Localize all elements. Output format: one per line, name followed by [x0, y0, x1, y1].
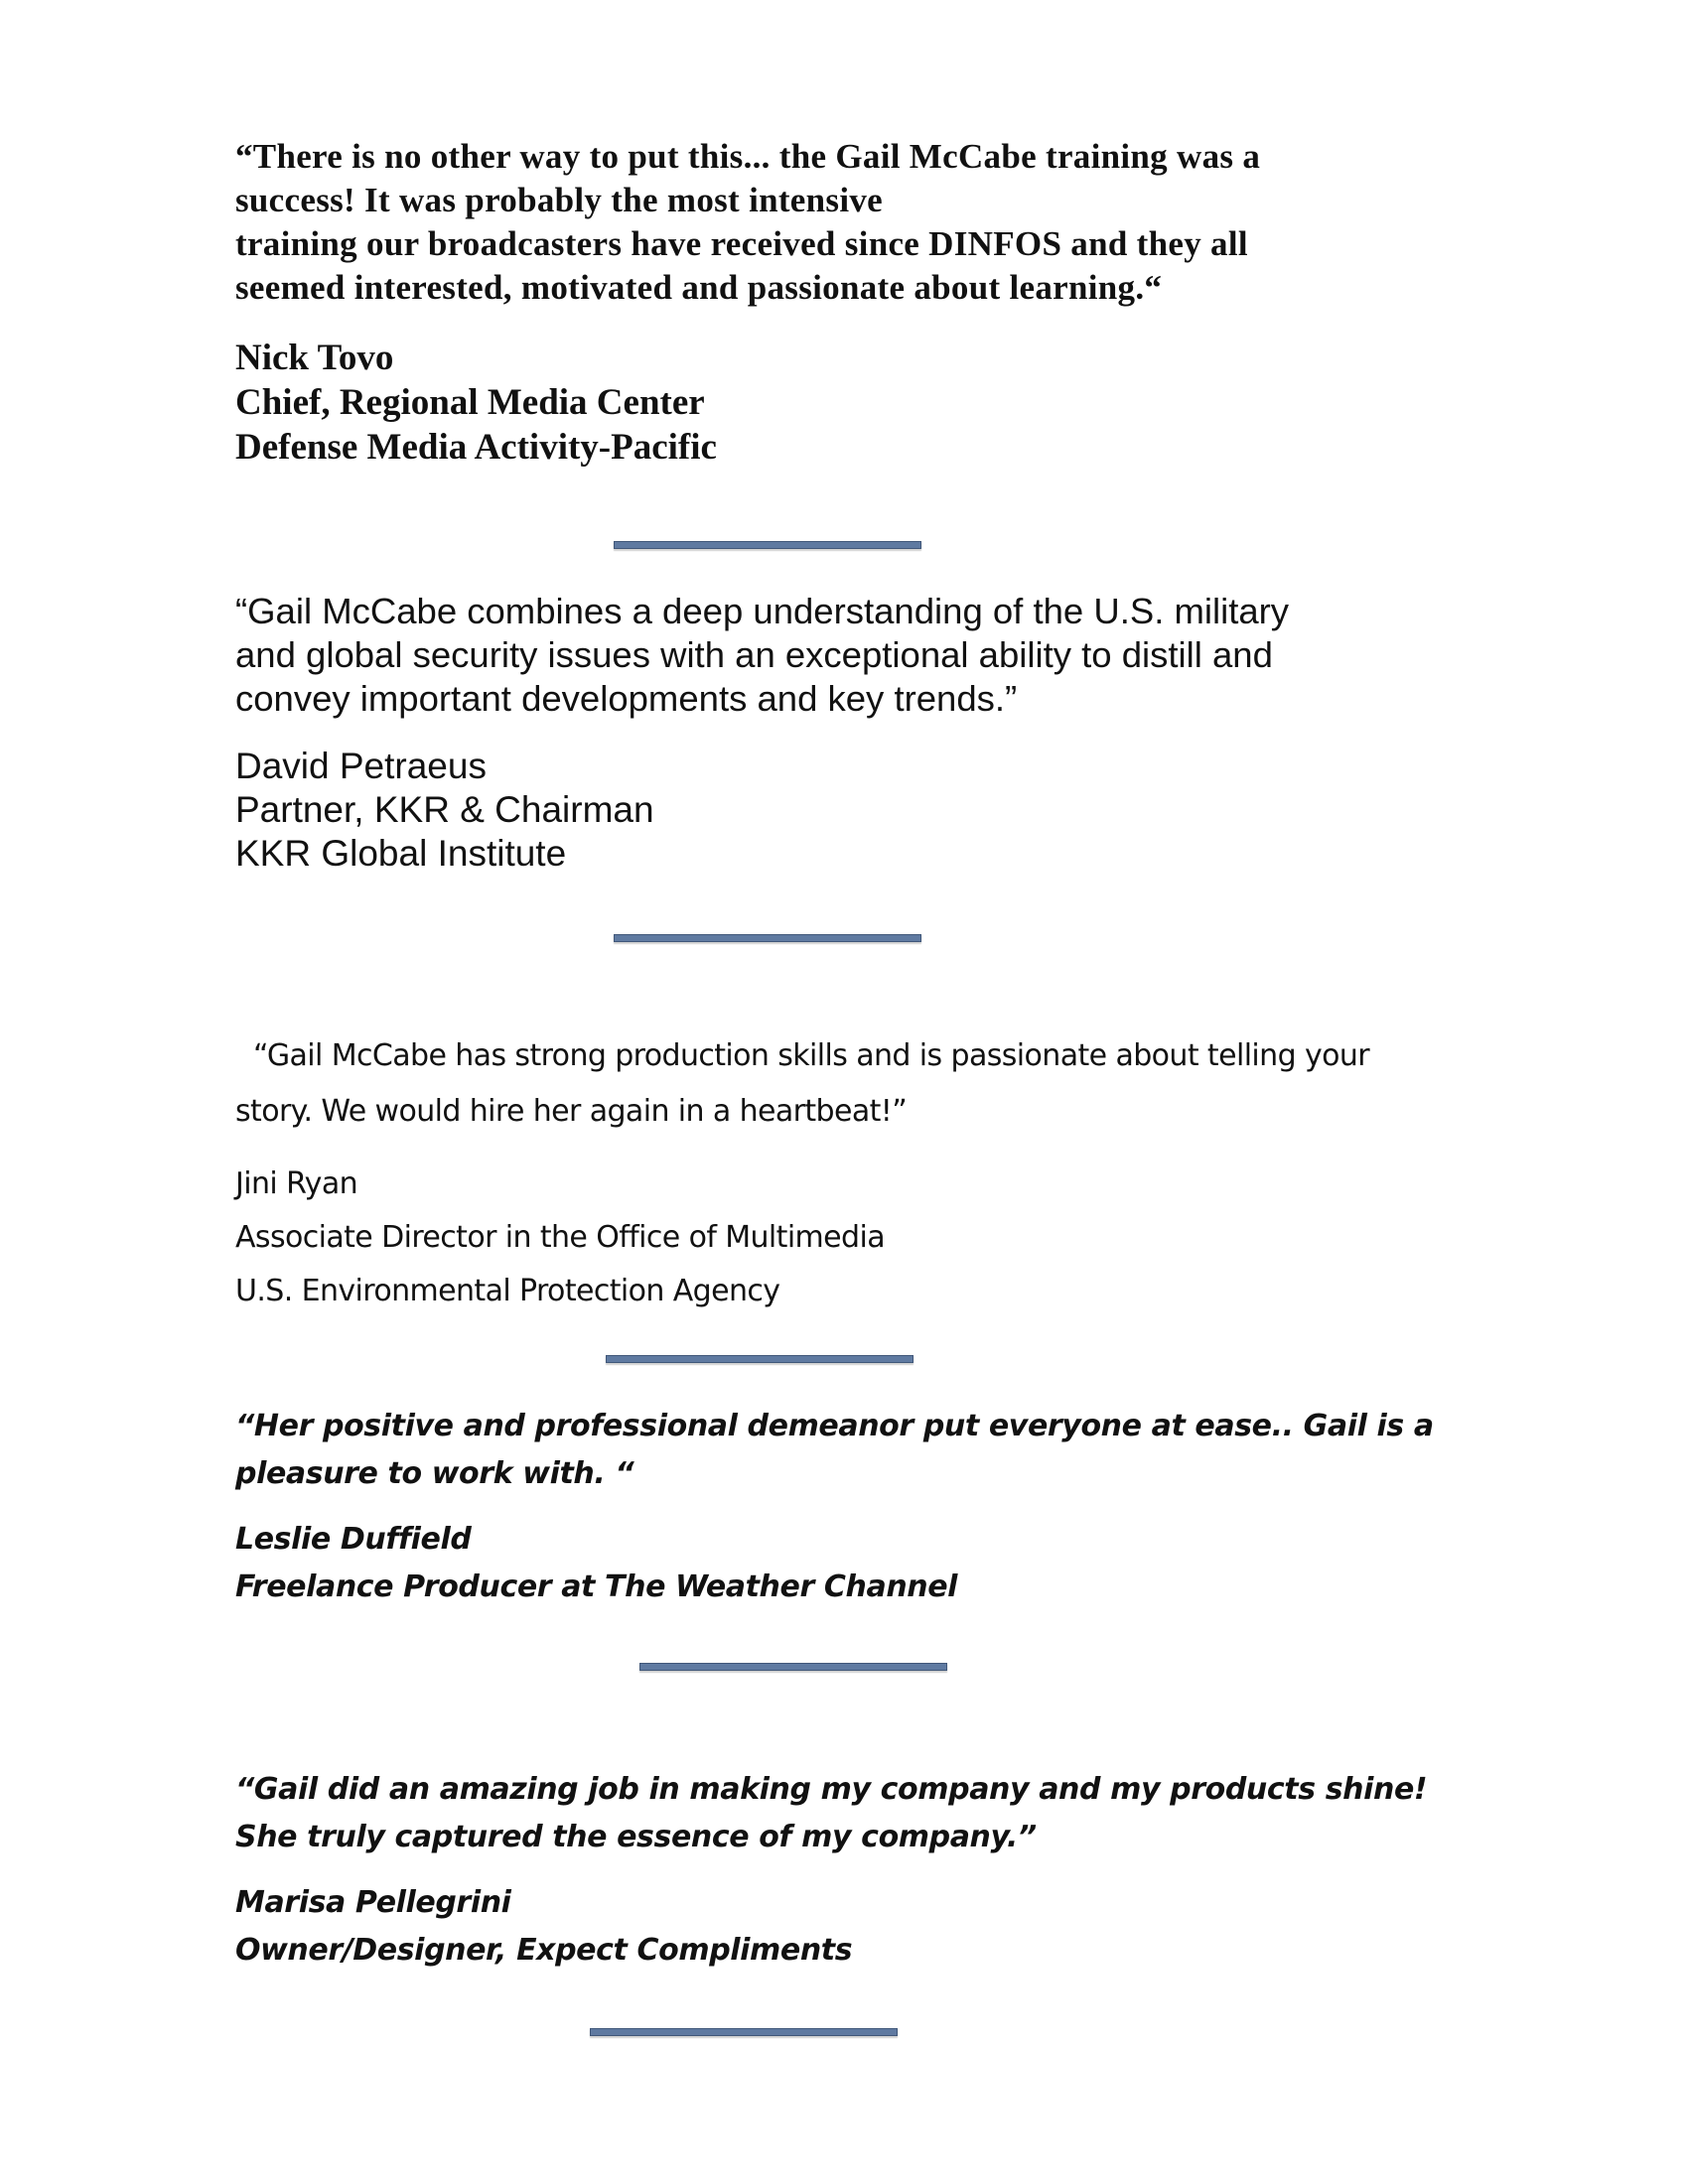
quote-line: She truly captured the essence of my company.” — [235, 1820, 1037, 1854]
testimonial-quote — [235, 135, 1506, 310]
quote-line: convey important developments and key trends.” — [235, 678, 1018, 719]
testimonial-attribution — [235, 1516, 1526, 1611]
author-organization: KKR Global Institute — [235, 833, 567, 874]
testimonial-ryan — [235, 1028, 1526, 1318]
testimonial-petraeus — [235, 590, 1526, 876]
author-name: Jini Ryan — [235, 1166, 358, 1201]
testimonial-attribution — [235, 336, 1506, 470]
section-divider — [590, 2028, 898, 2036]
author-name: David Petraeus — [235, 746, 487, 786]
section-divider — [639, 1663, 947, 1671]
quote-line: and global security issues with an exceptional ability to distill and — [235, 634, 1273, 675]
section-divider — [606, 1355, 914, 1363]
testimonial-quote — [235, 1766, 1526, 1861]
testimonial-attribution — [235, 1158, 1526, 1318]
section-divider — [614, 934, 921, 942]
quote-line: pleasure to work with. “ — [235, 1456, 634, 1491]
author-organization: Defense Media Activity-Pacific — [235, 427, 717, 468]
testimonial-pellegrini — [235, 1766, 1526, 1975]
quote-line: “Her positive and professional demeanor put everyone at ease.. Gail is a — [235, 1409, 1434, 1443]
author-name: Marisa Pellegrini — [235, 1885, 511, 1920]
author-title: Freelance Producer at The Weather Channel — [235, 1570, 958, 1604]
author-title: Chief, Regional Media Center — [235, 382, 705, 423]
quote-line: “Gail McCabe has strong production skills and is passionate about telling your — [253, 1038, 1370, 1073]
testimonial-quote — [235, 1028, 1526, 1140]
testimonial-quote — [235, 1403, 1526, 1498]
author-title: Owner/Designer, Expect Compliments — [235, 1933, 853, 1968]
testimonial-tovo — [235, 135, 1506, 470]
author-name: Nick Tovo — [235, 338, 394, 378]
quote-line: success! It was probably the most intensive — [235, 181, 883, 219]
author-title: Associate Director in the Office of Multimedia — [235, 1220, 885, 1255]
quote-line: “Gail McCabe combines a deep understanding of the U.S. military — [235, 591, 1290, 631]
testimonial-attribution — [235, 745, 1526, 876]
quote-line: story. We would hire her again in a heartbeat!” — [235, 1094, 908, 1129]
quote-line: seemed interested, motivated and passionate about learning.“ — [235, 268, 1163, 307]
quote-line: training our broadcasters have received since DINFOS and they all — [235, 224, 1248, 263]
author-name: Leslie Duffield — [235, 1522, 472, 1557]
author-title: Partner, KKR & Chairman — [235, 789, 654, 830]
testimonial-duffield — [235, 1403, 1526, 1611]
testimonial-attribution — [235, 1879, 1526, 1975]
quote-line: “Gail did an amazing job in making my company and my products shine! — [235, 1772, 1428, 1807]
quote-line: “There is no other way to put this... the Gail McCabe training was a — [235, 137, 1261, 176]
author-organization: U.S. Environmental Protection Agency — [235, 1274, 780, 1308]
section-divider — [614, 541, 921, 549]
testimonial-quote — [235, 590, 1526, 721]
